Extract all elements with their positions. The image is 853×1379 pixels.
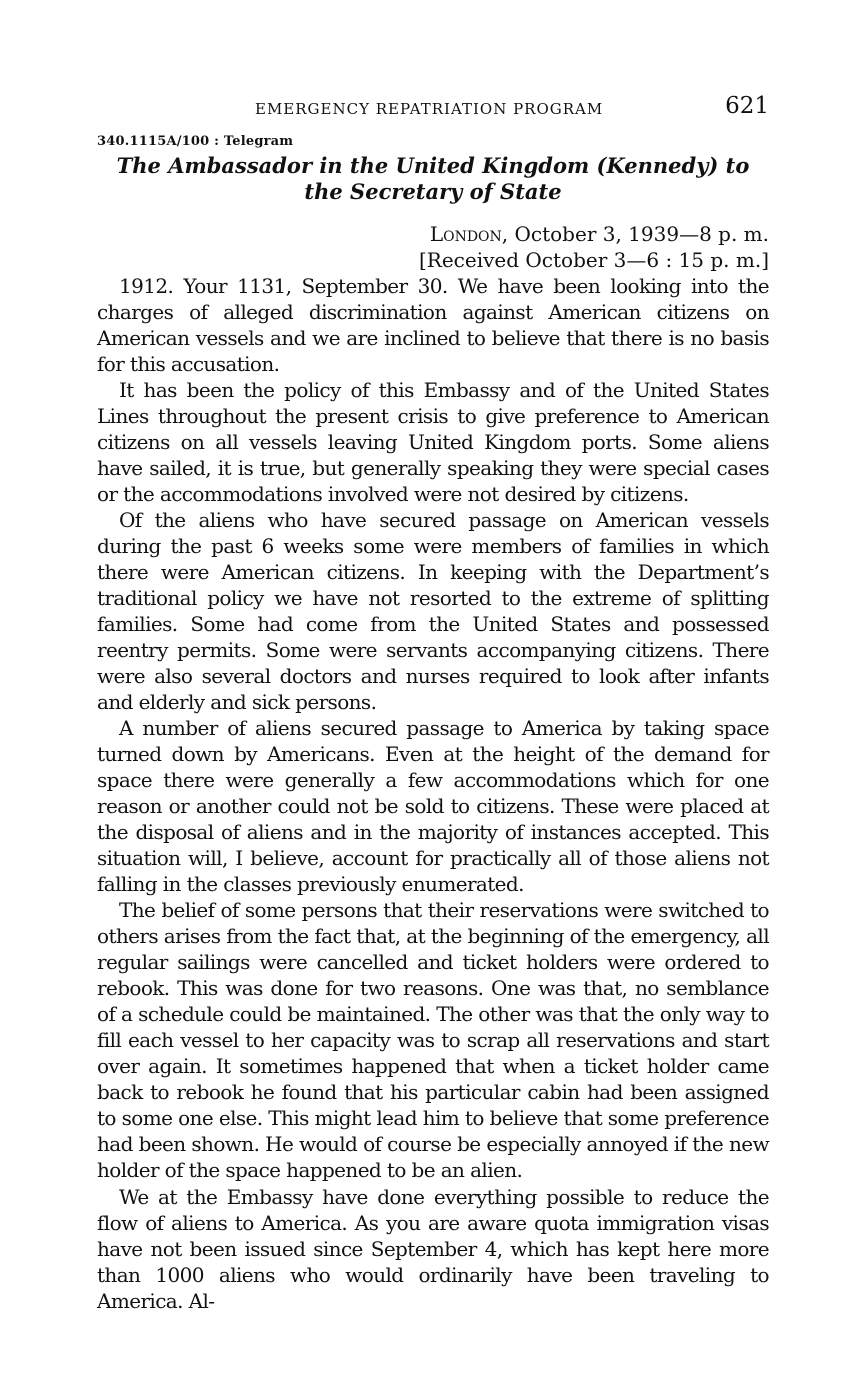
paragraph-4: A number of aliens secured passage to America by taking space turned down by Americans. Even at the height of the demand for space there were generally a few accommodations which for one reason or another could not be sold to citizens. These were placed at the disposal of aliens and in the majority of instances accepted. This situation will, I believe, account for practically all of those aliens not falling in the classes previously enumerated. <box>97 716 769 896</box>
dateline <box>97 221 769 273</box>
telegram-body <box>97 273 769 1314</box>
paragraph-5: The belief of some persons that their reservations were switched to others arises from the fact that, at the beginning of the emergency, all regular sailings were cancelled and ticket holders were ordered to rebook. This was done for two reasons. One was that, no semblance of a schedule could be maintained. The other was that the only way to fill each vessel to her capacity was to scrap all reservations and start over again. It sometimes happened that when a ticket holder came back to rebook he found that his particular cabin had been assigned to some one else. This might lead him to believe that some preference had been shown. He would of course be especially annoyed if the new holder of the space happened to be an alien. <box>97 898 769 1182</box>
running-title: EMERGENCY REPATRIATION PROGRAM <box>255 100 604 118</box>
dateline-date: October 3, 1939—8 p. m. <box>508 222 769 246</box>
document-page <box>97 92 769 1314</box>
dateline-sent <box>97 221 769 247</box>
paragraph-2: It has been the policy of this Embassy and of the United States Lines throughout the present crisis to give preference to American citizens on all vessels leaving United Kingdom ports. Some aliens have sailed, it is true, but generally speaking they were special cases or the accommodations involved were not desired by citizens. <box>97 378 769 506</box>
dateline-place: London, <box>429 222 509 246</box>
paragraph-1: 1912. Your 1131, September 30. We have been looking into the charges of alleged discrimination against American citizens on American vessels and we are inclined to believe that there is no basis for this accusation. <box>97 274 769 376</box>
running-head <box>97 92 769 126</box>
file-reference: 340.1115A/100 : Telegram <box>97 134 294 149</box>
dateline-received: [Received October 3—6 : 15 p. m.] <box>418 248 769 272</box>
paragraph-3: Of the aliens who have secured passage on American vessels during the past 6 weeks some were members of families in which there were American citizens. In keeping with the Department’s traditional policy we have not resorted to the extreme of splitting families. Some had come from the United States and possessed reentry permits. Some were servants accompanying citizens. There were also several doctors and nurses required to look after infants and elderly and sick persons. <box>97 508 769 714</box>
page-number: 621 <box>725 93 769 119</box>
paragraph-6: We at the Embassy have done everything possible to reduce the flow of aliens to America. As you are aware quota immigration visas have not been issued since September 4, which has kept here more than 1000 aliens who would ordinarily have been traveling to America. Al- <box>97 1185 769 1313</box>
document-title: The Ambassador in the United Kingdom (Kennedy) to the Secretary of State <box>116 153 750 204</box>
